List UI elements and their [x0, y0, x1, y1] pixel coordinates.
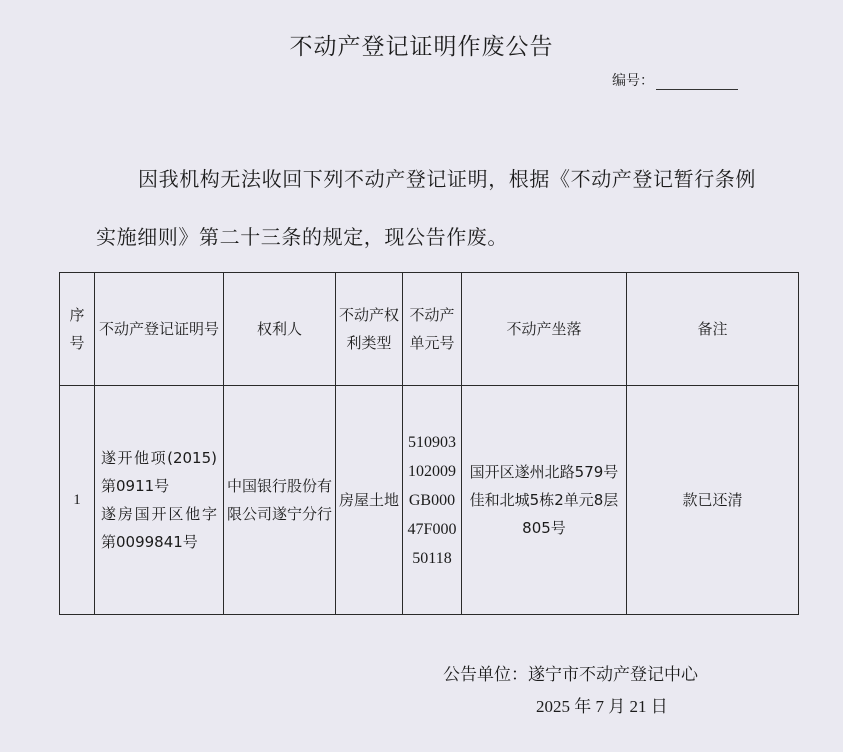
header-unit-no: 不动产单元号 [403, 273, 462, 386]
header-seq: 序号 [60, 273, 95, 386]
cell-location: 国开区遂州北路579号佳和北城5栋2单元8层805号 [462, 386, 627, 615]
serial-label: 编号： [612, 73, 654, 89]
org-name: 遂宁市不动产登记中心 [528, 665, 698, 685]
table-row [60, 386, 799, 615]
header-right-type: 不动产权利类型 [336, 273, 403, 386]
cell-remark: 款已还清 [627, 386, 799, 615]
header-location: 不动产坐落 [462, 273, 627, 386]
cell-right-type: 房屋土地 [336, 386, 403, 615]
header-cert-no: 不动产登记证明号 [95, 273, 224, 386]
table-header-row [60, 273, 799, 386]
notice-body: 因我机构无法收回下列不动产登记证明，根据《不动产登记暂行条例实施细则》第二十三条的规定，现公告作废。 [96, 167, 756, 249]
page-title: 不动产登记证明作废公告 [289, 34, 554, 60]
cell-cert-no [95, 386, 224, 615]
notice-date: 2025 年 7 月 21 日 [536, 697, 668, 716]
org-label: 公告单位： [443, 665, 528, 685]
header-holder: 权利人 [224, 273, 336, 386]
issuing-organization [443, 660, 698, 685]
serial-number [612, 70, 738, 90]
header-remark: 备注 [627, 273, 799, 386]
cell-seq: 1 [60, 386, 95, 615]
cell-unit-no: 510903102009GB00047F00050118 [403, 386, 462, 615]
cert-no-secondary: 遂房国开区他字第0099841号 [101, 505, 217, 551]
cell-holder: 中国银行股份有限公司遂宁分行 [224, 386, 336, 615]
serial-blank-line [656, 75, 738, 90]
certificate-table [59, 272, 799, 615]
cert-no-primary: 遂开他项(2015)第0911号 [101, 449, 217, 495]
